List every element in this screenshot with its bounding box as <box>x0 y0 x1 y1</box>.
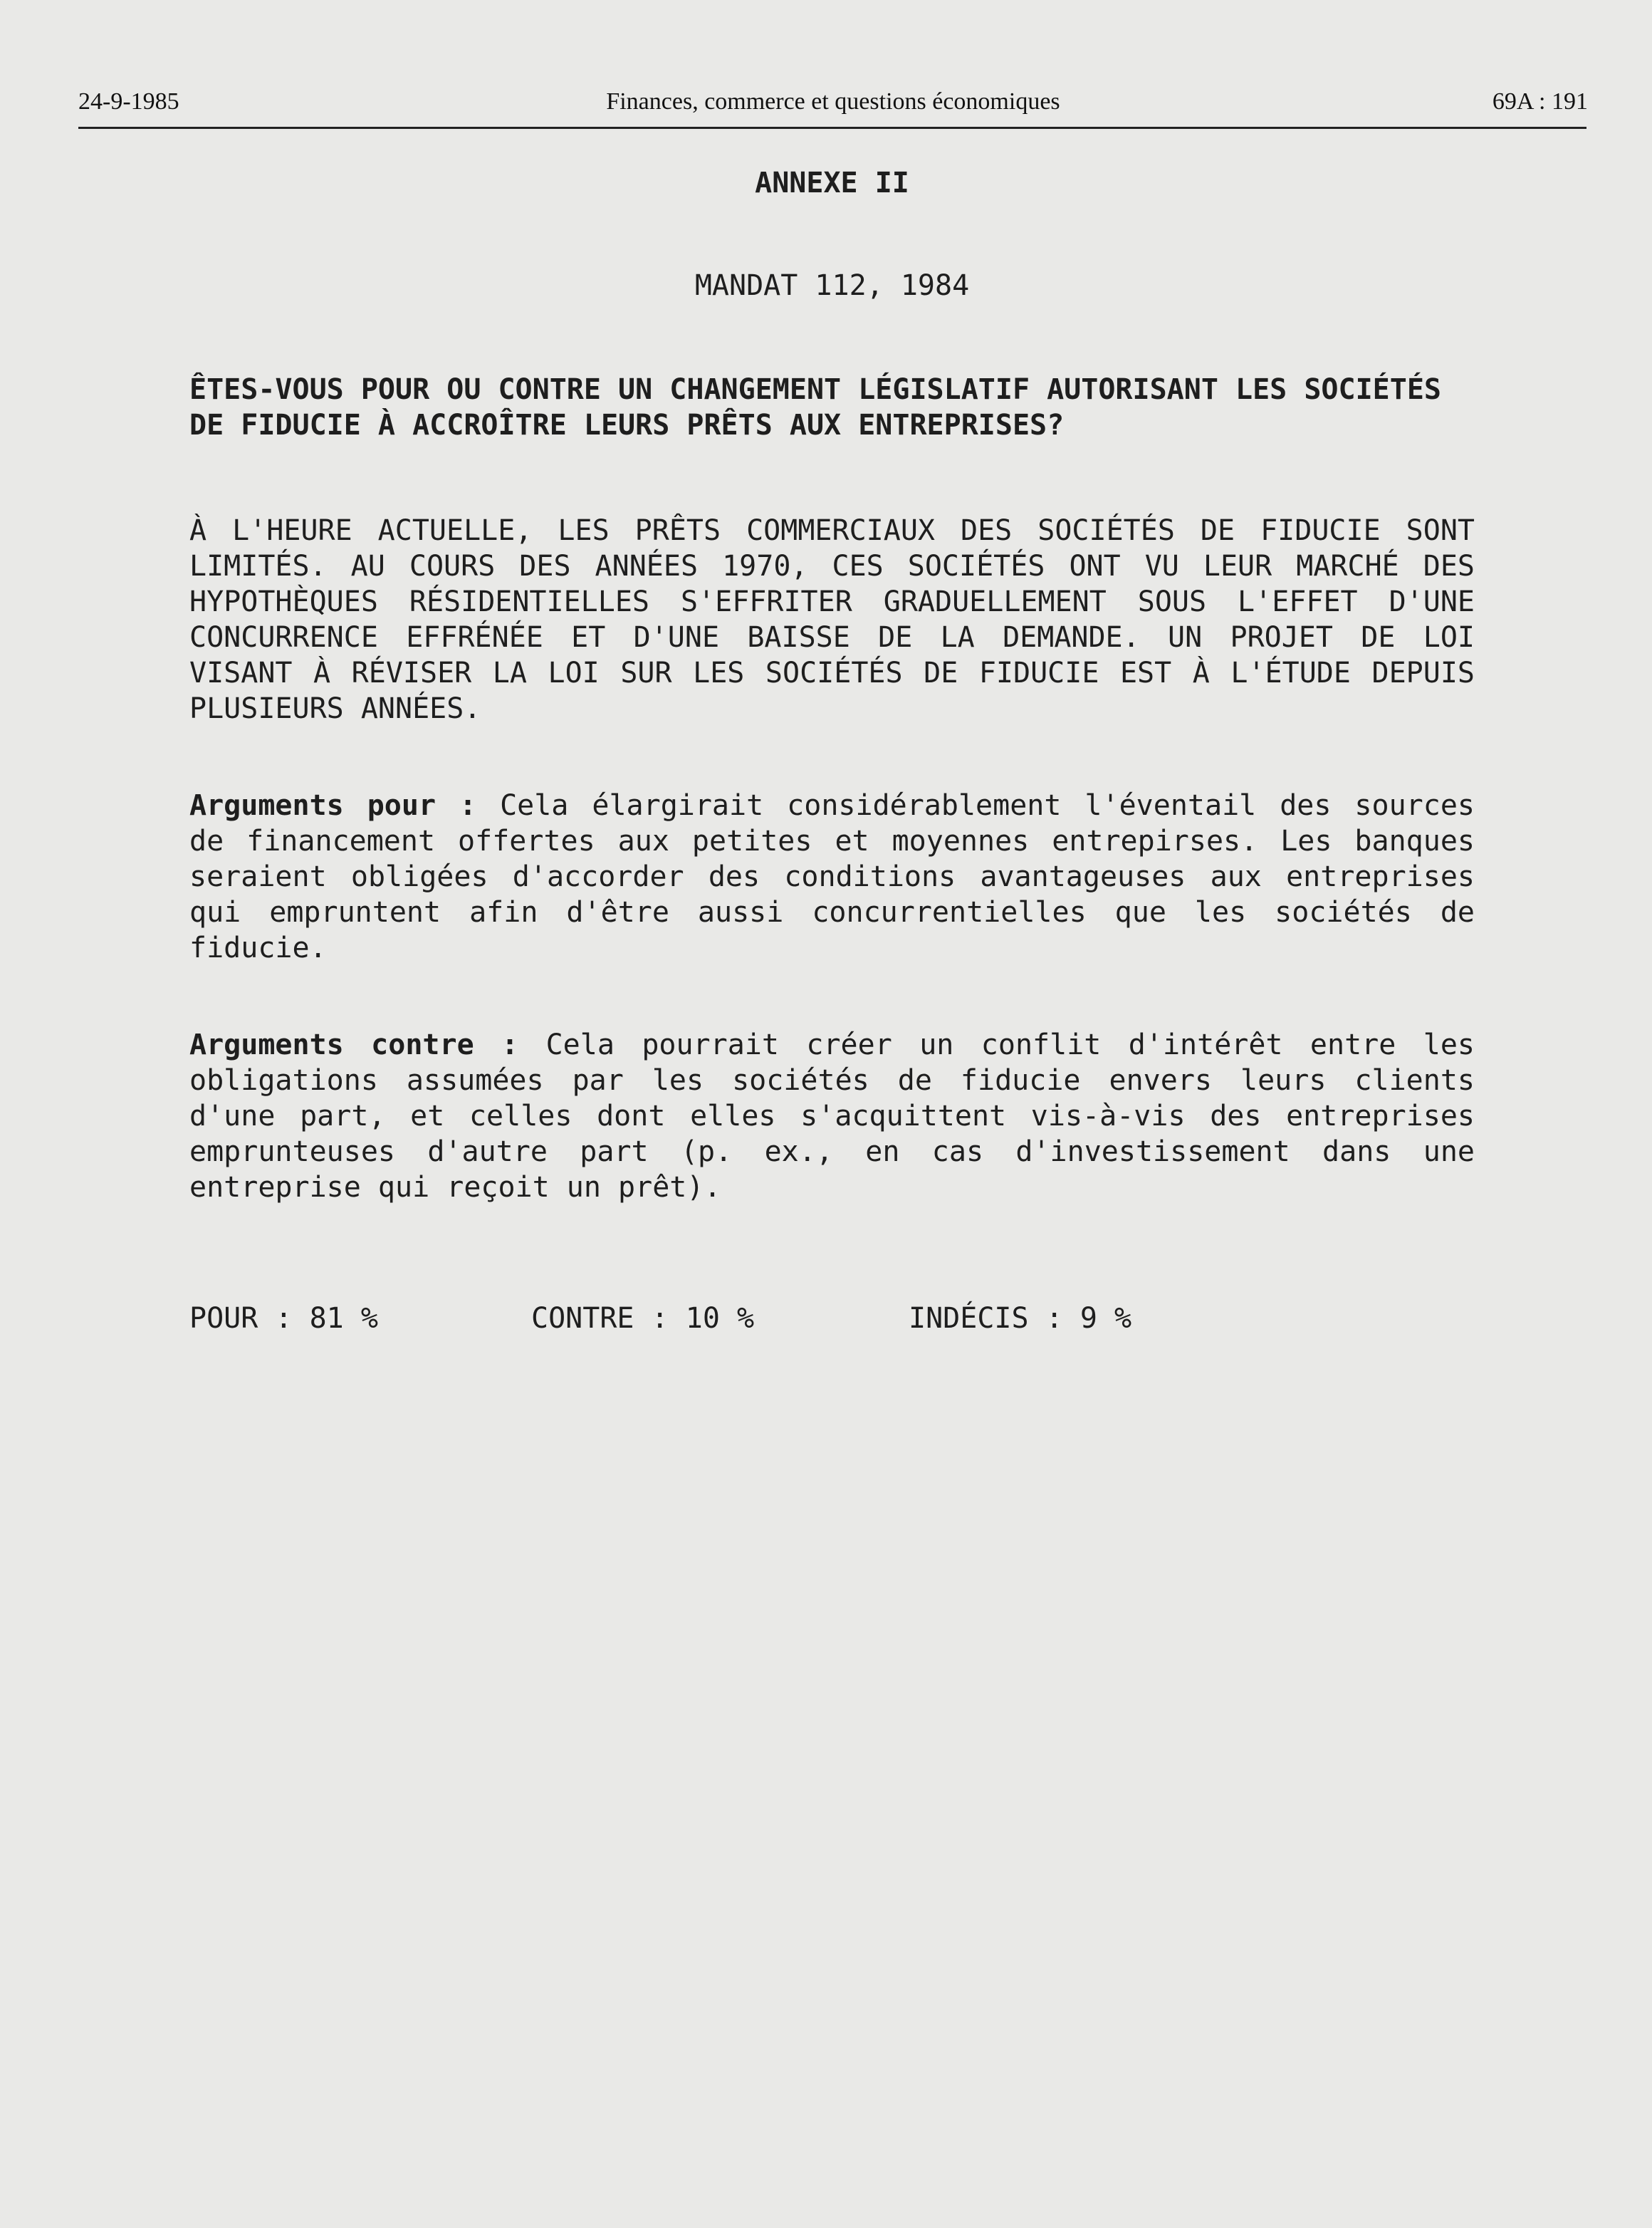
arguments-pour-paragraph <box>189 788 1475 966</box>
page-header <box>78 88 1588 130</box>
header-page-number: 69A : 191 <box>1492 88 1588 115</box>
header-date: 24-9-1985 <box>78 88 179 115</box>
mandate-number: MANDAT 112, 1984 <box>694 269 970 302</box>
arguments-pour-text: Cela élargirait considérablement l'éventail des sources de financement offertes aux petites et moyennes entrepirses. Les banques seraient obligées d'accorder des conditions avantageuses aux entreprises qui empruntent afin d'être aussi concurrentielles que les sociétés de fiducie. <box>189 789 1475 964</box>
annex-title: ANNEXE II <box>755 167 909 199</box>
arguments-pour-label: Arguments pour : <box>189 789 477 822</box>
survey-question: ÊTES-VOUS POUR OU CONTRE UN CHANGEMENT LÉGISLATIF AUTORISANT LES SOCIÉTÉS DE FIDUCIE À ACCROÎTRE LEURS PRÊTS AUX ENTREPRISES? <box>189 373 1441 442</box>
arguments-contre-text: Cela pourrait créer un conflit d'intérêt entre les obligations assumées par les sociétés de fiducie envers leurs clients d'une part, et celles dont elles s'acquittent vis-à-vis des entreprises emprunteuses d'autre part (p. ex., en cas d'investissement dans une entreprise qui reçoit un prêt). <box>189 1029 1475 1204</box>
result-indecis: INDÉCIS : 9 % <box>909 1302 1132 1335</box>
header-title: Finances, commerce et questions économiques <box>606 88 1060 115</box>
context-paragraph: À L'HEURE ACTUELLE, LES PRÊTS COMMERCIAUX DES SOCIÉTÉS DE FIDUCIE SONT LIMITÉS. AU COURS DES ANNÉES 1970, CES SOCIÉTÉS ONT VU LEUR MARCHÉ DES HYPOTHÈQUES RÉSIDENTIELLES S'EFFRITER GRADUELLEMENT SOUS L'EFFET D'UNE CONCURRENCE EFFRÉNÉE ET D'UNE BAISSE DE LA DEMANDE. UN PROJET DE LOI VISANT À RÉVISER LA LOI SUR LES SOCIÉTÉS DE FIDUCIE EST À L'ÉTUDE DEPUIS PLUSIEURS ANNÉES. <box>189 514 1475 725</box>
survey-results <box>189 1301 1475 1336</box>
header-rule <box>78 127 1586 129</box>
result-pour: POUR : 81 % <box>189 1302 378 1335</box>
arguments-contre-paragraph <box>189 1027 1475 1205</box>
result-contre: CONTRE : 10 % <box>531 1302 755 1335</box>
arguments-contre-label: Arguments contre : <box>189 1029 519 1061</box>
